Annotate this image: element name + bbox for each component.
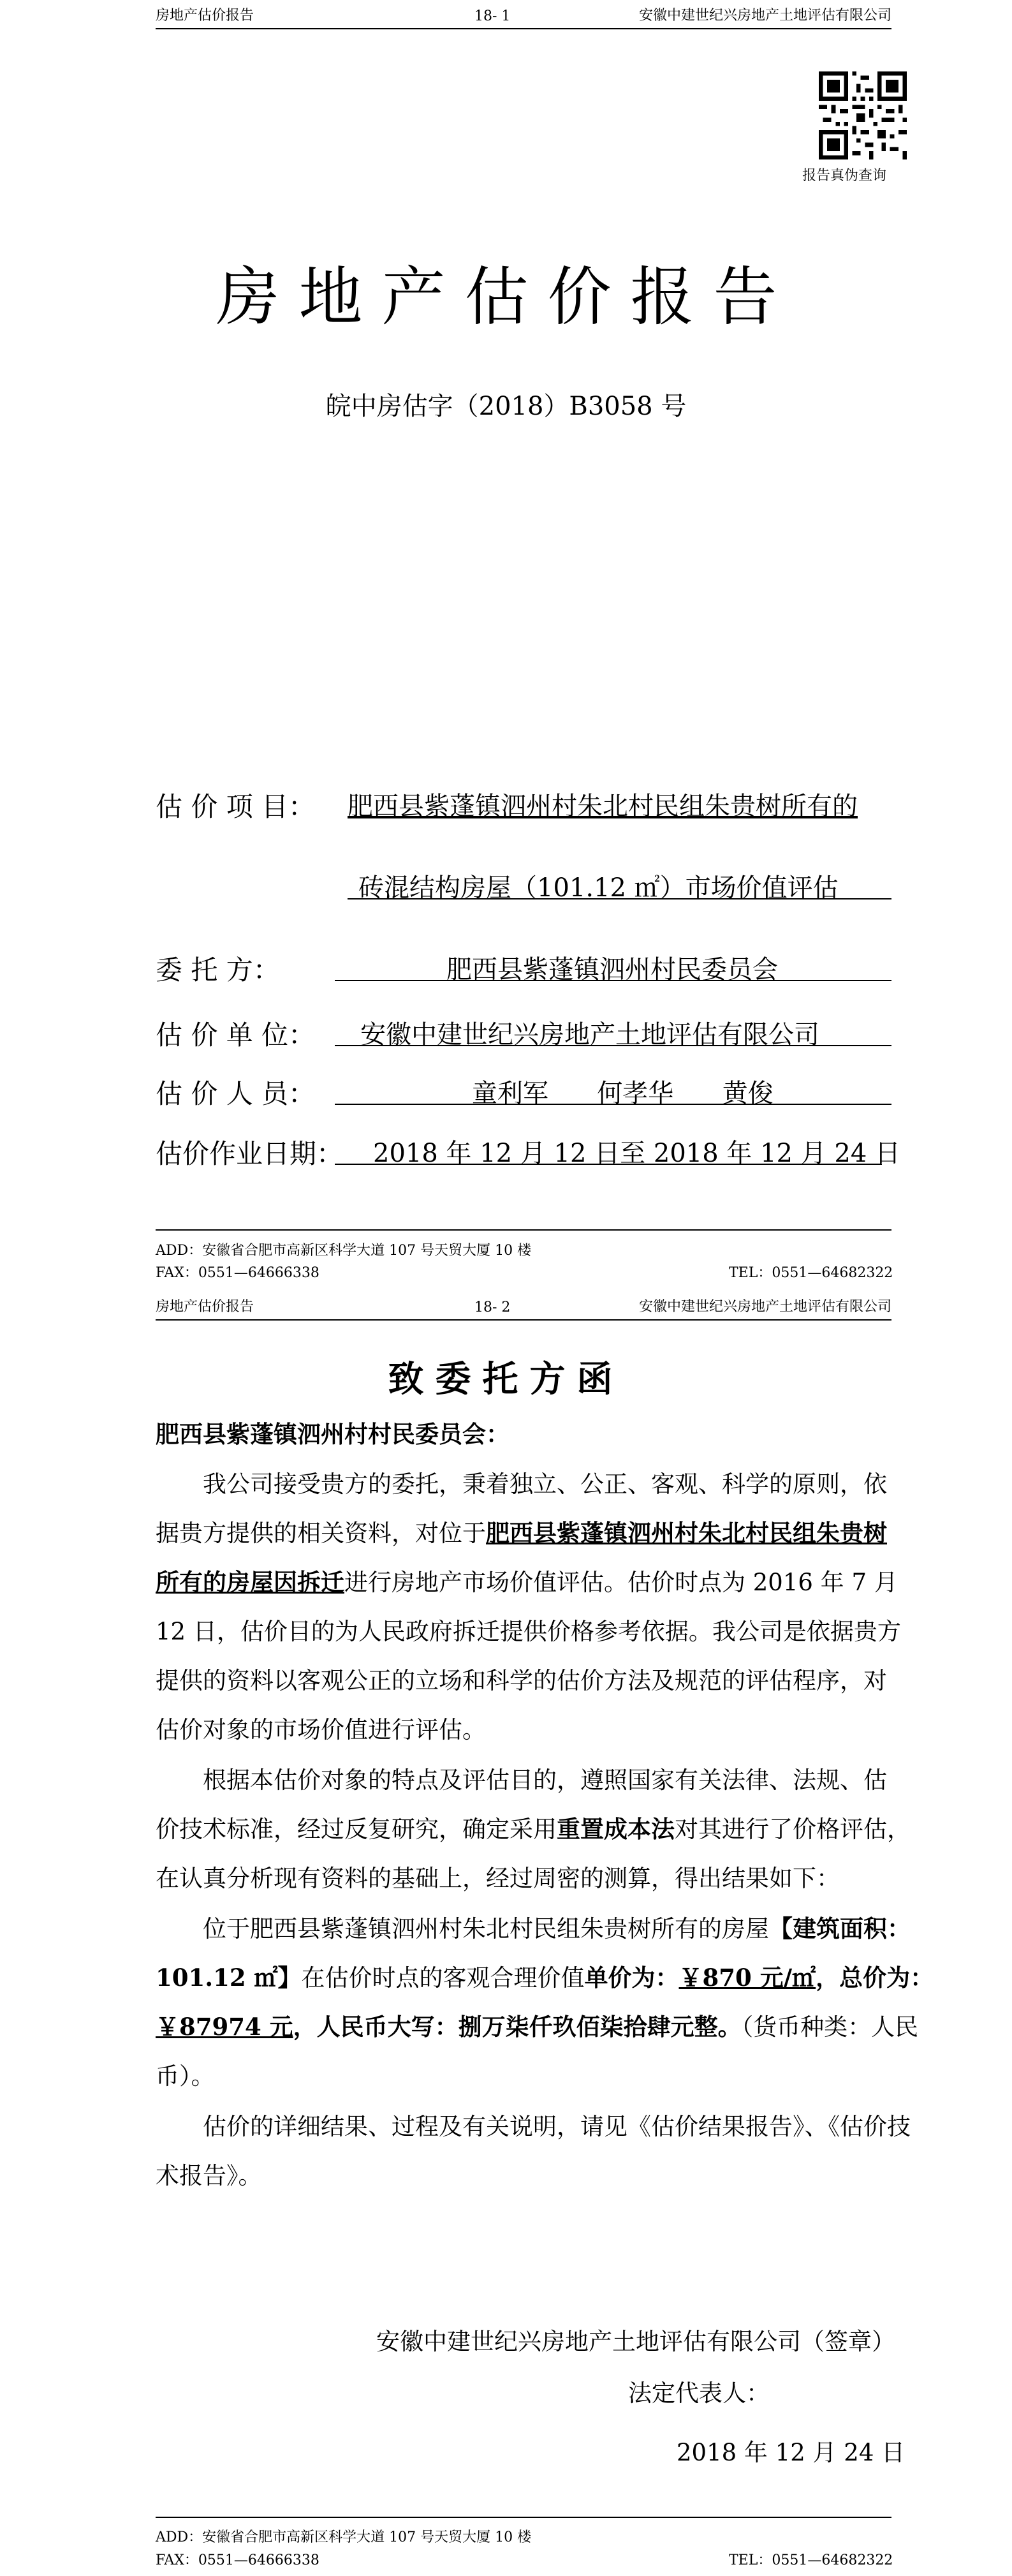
qr-code: [819, 71, 907, 159]
paragraph-line: 估价对象的市场价值进行评估。: [156, 1716, 486, 1743]
footer-fax: FAX：0551—64666338: [156, 2552, 319, 2568]
page2-footer-line: [156, 2517, 891, 2518]
paragraph-line: 估价的详细结果、过程及有关说明，请见《估价结果报告》、《估价技: [203, 2113, 911, 2140]
header-page-number: 18- 1: [474, 8, 511, 24]
paragraph-line: 12 日，估价目的为人民政府拆迁提供价格参考依据。我公司是依据贵方: [156, 1618, 901, 1645]
header-left: 房地产估价报告: [156, 1299, 254, 1315]
paragraph-line: 所有的房屋因拆迁进行房地产市场价值评估。估价时点为 2016 年 7 月: [156, 1568, 898, 1596]
letter-title: 致委托方函: [388, 1359, 624, 1400]
report-title: 房地产估价报告: [216, 260, 796, 334]
client-value: 肥西县紫蓬镇泗州村民委员会: [446, 955, 778, 984]
footer-address: ADD：安徽省合肥市高新区科学大道 107 号天贸大厦 10 楼: [156, 2529, 532, 2545]
project-line-1: 肥西县紫蓬镇泗州村朱北村民组朱贵树所有的: [348, 792, 858, 821]
client-label: 委 托 方：: [156, 954, 280, 986]
qr-caption: 报告真伪查询: [802, 168, 887, 184]
paragraph-line: 术报告》。: [156, 2162, 262, 2189]
paragraph-line: 币）。: [156, 2062, 215, 2090]
signature-date: 2018 年 12 月 24 日: [677, 2439, 906, 2466]
appraisers-value: 童利军 何孝华 黄俊: [472, 1079, 774, 1108]
paragraph-line: 提供的资料以客观公正的立场和科学的估价方法及规范的评估程序，对: [156, 1667, 887, 1694]
header-page-number: 18- 2: [474, 1299, 511, 1315]
page1-header: [156, 0, 891, 29]
paragraph-line: 我公司接受贵方的委托，秉着独立、公正、客观、科学的原则，依: [203, 1470, 887, 1498]
paragraph-line: 在认真分析现有资料的基础上，经过周密的测算，得出结果如下：: [156, 1865, 840, 1892]
project-underline: [348, 898, 891, 899]
project-line-2: 砖混结构房屋（101.12 ㎡）市场价值评估: [358, 873, 839, 903]
project-label: 估 价 项 目：: [156, 791, 316, 822]
paragraph-line: 价技术标准，经过反复研究，确定采用重置成本法对其进行了价格评估，: [156, 1815, 911, 1843]
header-right: 安徽中建世纪兴房地产土地评估有限公司: [638, 8, 891, 24]
signature-company: 安徽中建世纪兴房地产土地评估有限公司（签章）: [376, 2328, 895, 2355]
footer-fax: FAX：0551—64666338: [156, 1265, 319, 1281]
appraisers-label: 估 价 人 员：: [156, 1078, 316, 1109]
footer-tel: TEL：0551—64682322: [729, 2552, 893, 2568]
letter-salutation: 肥西县紫蓬镇泗州村村民委员会：: [156, 1421, 510, 1448]
header-right: 安徽中建世纪兴房地产土地评估有限公司: [638, 1299, 891, 1315]
firm-value: 安徽中建世纪兴房地产土地评估有限公司: [360, 1020, 819, 1049]
paragraph-line: 据贵方提供的相关资料，对位于肥西县紫蓬镇泗州村朱北村民组朱贵树: [156, 1519, 887, 1547]
document-number: 皖中房估字（2018）B3058 号: [325, 392, 687, 421]
date-value: 2018 年 12 月 12 日至 2018 年 12 月 24 日: [373, 1139, 901, 1168]
date-label: 估价作业日期：: [156, 1138, 344, 1169]
paragraph-line: ￥87974 元，人民币大写：捌万柒仟玖佰柒拾肆元整。（货币种类：人民: [156, 2013, 919, 2041]
header-left: 房地产估价报告: [156, 8, 254, 24]
paragraph-line: 根据本估价对象的特点及评估目的，遵照国家有关法律、法规、估: [203, 1766, 887, 1794]
paragraph-line: 位于肥西县紫蓬镇泗州村朱北村民组朱贵树所有的房屋【建筑面积：: [203, 1914, 911, 1943]
footer-tel: TEL：0551—64682322: [729, 1265, 893, 1281]
paragraph-line: 101.12 ㎡】在估价时点的客观合理价值单价为：￥870 元/㎡，总价为：: [156, 1964, 934, 1992]
signature-representative: 法定代表人：: [628, 2380, 770, 2407]
firm-label: 估 价 单 位：: [156, 1019, 316, 1051]
page1-footer-line: [156, 1229, 891, 1231]
footer-address: ADD：安徽省合肥市高新区科学大道 107 号天贸大厦 10 楼: [156, 1243, 532, 1259]
page2-header: [156, 1291, 891, 1321]
